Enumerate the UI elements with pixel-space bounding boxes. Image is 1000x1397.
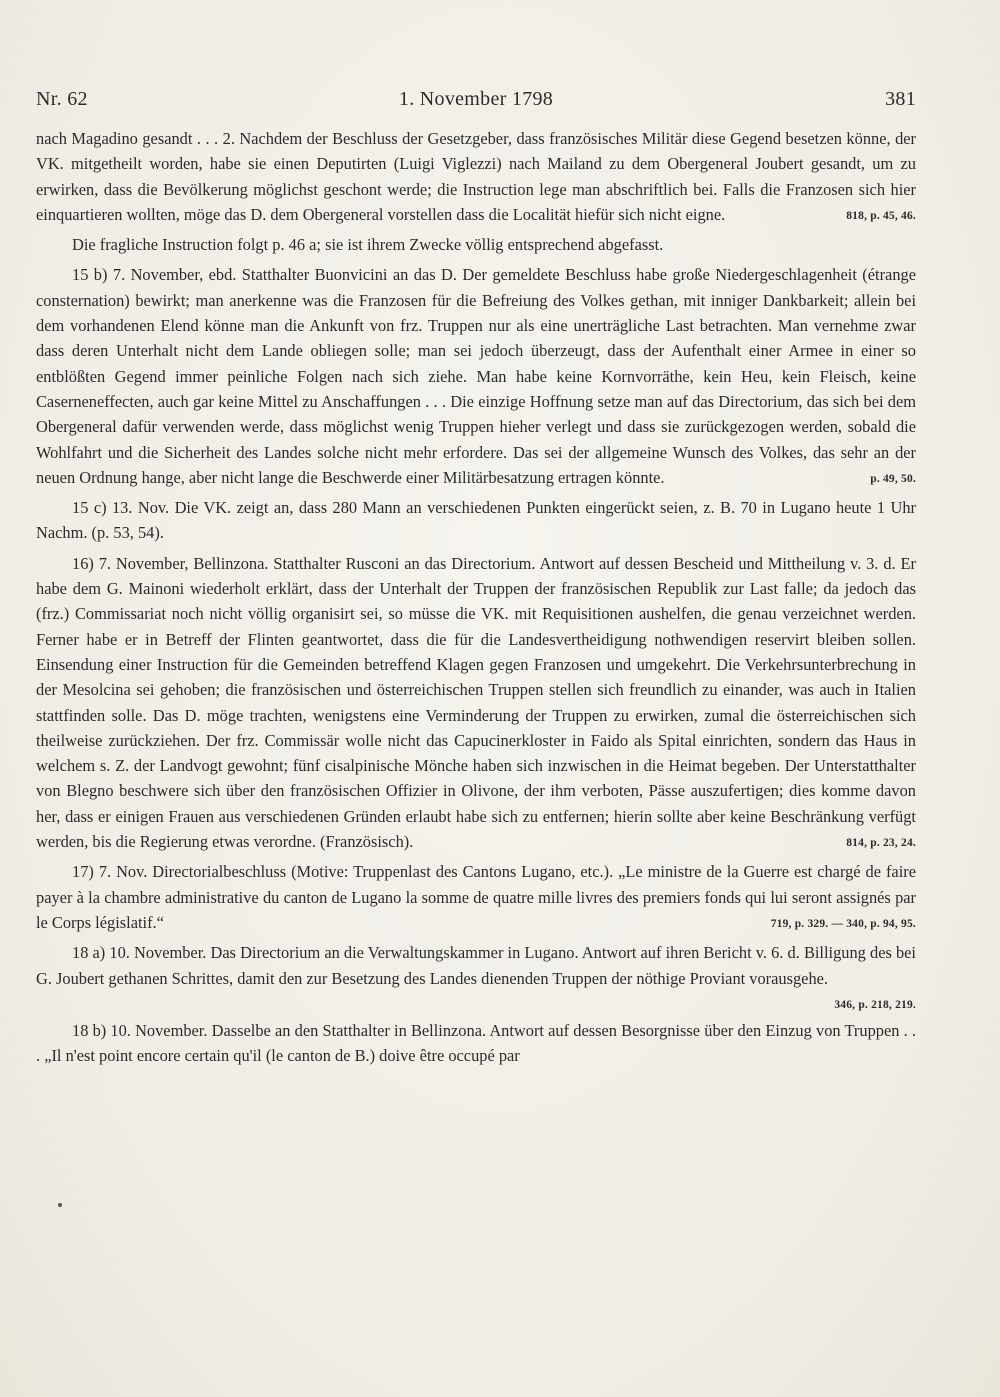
archive-reference: 818, p. 45, 46. (846, 209, 916, 222)
paragraph-text: 15 c) 13. Nov. Die VK. zeigt an, dass 280 Mann an verschiedenen Punkten eingerückt seien, z. B. 70 in Lugano heute 1 Uhr Nachm. (p. 53, 54). (36, 498, 916, 543)
archive-reference: 814, p. 23, 24. (846, 837, 916, 850)
paragraph-7 (36, 1018, 916, 1069)
page-body (36, 126, 916, 1074)
page-number: 381 (885, 88, 916, 110)
page-header (36, 88, 916, 118)
archive-reference: 719, p. 329. — 340, p. 94, 95. (770, 917, 916, 930)
paragraph-text: 18 a) 10. November. Das Directorium an die Verwaltungskammer in Lugano. Antwort auf ihren Bericht v. 6. d. Billigung des bei G. Joubert gethanen Schrittes, damit den zur Besetzung des Landes dienenden Truppen der nöthige Proviant vorausgehe. (36, 943, 916, 988)
paragraph-text: 16) 7. November, Bellinzona. Statthalter Rusconi an das Directorium. Antwort auf dessen Bescheid und Mittheilung v. 3. d. Er habe dem G. Mainoni wiederholt erklärt, dass der Unterhalt der Truppen der französischen Republik zur Last falle; da jedoch das (frz.) Commissariat noch nicht völlig organisirt sei, so müsse die VK. mit Requisitionen aushelfen, die genau verzeichnet werden. Ferner habe er in Betreff der Flinten geantwortet, dass die für die Landesvertheidigung nothwendigen reservirt bleiben sollen. Einsendung einer Instruction für die Gemeinden betreffend Klagen gegen Franzosen und umgekehrt. Die Verkehrsunterbrechung in der Mesolcina sei gehoben; die französischen und österreichischen Truppen stellen sich freundlich zu einander, was auch in Italien stattfinden solle. Das D. möge trachten, wenigstens eine Verminderung der Truppen zu erwirken, zumal die österreichischen sich theilweise zurückziehen. Der frz. Commissär wolle nicht das Capucinerkloster in Faido als Spital einrichten, sondern das Haus in welchem s. Z. der Landvogt gewohnt; fünf cisalpinische Mönche haben sich inzwischen in die Heimat begeben. Der Unterstatthalter von Blegno beschwere sich über den französischen Offizier in Olivone, der ihm verboten, Pässe auszufertigen; dies komme davon her, dass er einigen Frauen aus verschiedenen Gründen erlaubt habe sich zu entfernen; hierin sollte aber keine Beschränkung verfügt werden, bis die Regierung etwas verordne. (Französisch). (36, 553, 916, 852)
archive-reference: p. 49, 50. (870, 472, 916, 485)
paragraph-text: Die fragliche Instruction folgt p. 46 a; sie ist ihrem Zwecke völlig entsprechend abgefasst. (72, 235, 664, 255)
paragraph-text: nach Magadino gesandt . . . 2. Nachdem der Beschluss der Gesetzgeber, dass französisches Militär diese Gegend besetzen könne, der VK. mitgetheilt worden, habe sie einen Deputirten (Luigi Viglezzi) nach Mailand zu dem Obergeneral Joubert gesandt, um zu erwirken, dass die Bevölkerung möglichst geschont werde; die Instruction lege man abschriftlich bei. Falls die Franzosen sich hier einquartieren wollten, möge das D. dem Obergeneral vorstellen dass die Localität hiefür sich nicht eigne. (36, 129, 916, 224)
paragraph-2 (36, 262, 916, 495)
header-date: 1. November 1798 (398, 88, 554, 110)
paragraph-text: 18 b) 10. November. Dasselbe an den Statthalter in Bellinzona. Antwort auf dessen Besorgnisse über den Einzug von Truppen . . . „Il n'est point encore certain qu'il (le canton de B.) doive être occupé par (36, 1021, 916, 1066)
paragraph-5 (36, 859, 916, 940)
paragraph-6 (36, 940, 916, 1018)
document-number: Nr. 62 (36, 88, 88, 110)
ink-speck (58, 1203, 62, 1207)
paragraph-3 (36, 495, 916, 546)
paragraph-0 (36, 126, 916, 232)
archive-reference: 346, p. 218, 219. (834, 998, 916, 1011)
paragraph-4 (36, 551, 916, 860)
paragraph-text: 17) 7. Nov. Directorialbeschluss (Motive: Truppenlast des Cantons Lugano, etc.). „Le ministre de la Guerre est chargé de faire payer à la chambre administrative du canton de Lugano la somme de quatre mille livres des premiers fonds qui lui seront assignés par le Corps législatif.“ (36, 862, 916, 932)
paragraph-1 (36, 232, 916, 257)
paragraph-text: 15 b) 7. November, ebd. Statthalter Buonvicini an das D. Der gemeldete Beschluss habe große Niedergeschlagenheit (étrange consternation) bewirkt; man anerkenne was die Franzosen für die Befreiung des Volkes gethan, mit inniger Dankbarkeit; allein bei dem vorhandenen Elend könne man die Ankunft von frz. Truppen nur als eine unerträgliche Last betrachten. Man vernehme zwar dass deren Unterhalt nicht dem Lande obliegen solle; man sei jedoch überzeugt, dass der Aufenthalt einer Armee in einer so entblößten Gegend immer peinliche Folgen nach sich ziehe. Man habe keine Kornvorräthe, kein Heu, kein Fleisch, keine Caserneneffecten, auch gar keine Mittel zu Anschaffungen . . . Die einzige Hoffnung setze man auf das Directorium, das sich bei dem Obergeneral dafür verwenden werde, dass möglichst wenig Truppen hieher verlegt und dass sie zurückgezogen werden, sobald die Wohlfahrt und die Sicherheit des Landes solche nicht mehr erfordere. Das sei der allgemeine Wunsch des Volkes, das sehr an der neuen Ordnung hange, aber nicht lange die Beschwerde einer Militärbesatzung ertragen könnte. (36, 265, 916, 487)
